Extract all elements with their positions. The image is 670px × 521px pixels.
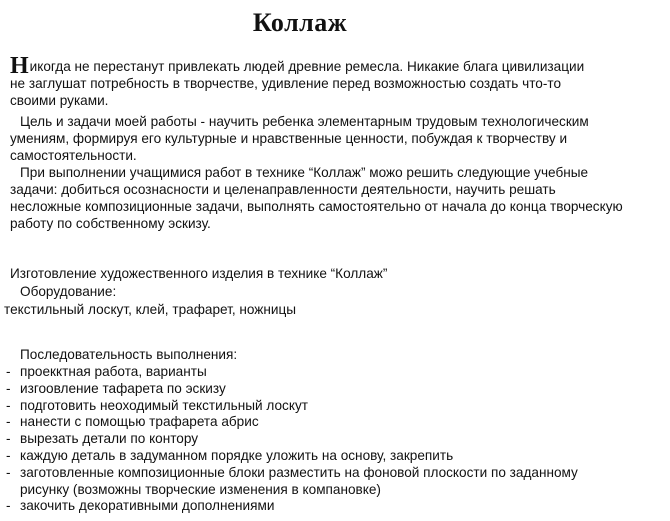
goals-line-1: Цель и задачи моей работы - научить ребенка элементарным трудовым технологическим [20,114,589,129]
list-item: - каждую деталь в задуманном порядке уложить на основу, закрепить [6,447,454,463]
intro-paragraph [10,53,662,109]
list-item: - вырезать детали по контору [6,431,199,447]
drop-cap: Н [10,53,29,79]
tasks-line-4: работу по собственному эскизу. [10,216,211,231]
list-item: - закочить декоративными дополнениями [6,498,275,514]
goals-paragraph [10,113,662,164]
page-title: Коллаж [252,8,348,37]
steps-list [6,364,666,515]
list-item: - изгоовление тафарета по эскизу [6,380,226,396]
equipment-list: текстильный лоскут, клей, трафарет, ножницы [4,302,297,317]
making-section [4,265,662,319]
goals-line-2: умениям, формируя его культурные и нравственные ценности, побуждая к творчеству и [10,131,568,146]
tasks-line-1: При выполнении учащимися работ в технике “Коллаж” можо решить следующие учебные [20,165,589,180]
list-item: - проекктная работа, варианты [6,364,207,379]
intro-line-2: не заглушат потребность в творчестве, удивление перед возможностью создать что-то [10,76,562,91]
list-item-continuation: рисунку (возможны творческие изменения в компановке) [20,481,381,497]
sequence-heading: Последовательность выполнения: [20,347,238,362]
list-item: - заготовленные композиционные блоки разместить на фоновой плоскости по заданному [6,464,578,480]
list-item: - подготовить неоходимый текстильный лоскут [6,397,308,413]
intro-line-3: своими руками. [10,93,109,108]
tasks-paragraph [10,164,662,232]
intro-line-1: Никогда не перестанут привлекать людей древние ремесла. Никакие блага цивилизации [10,53,585,79]
list-item: - нанести с помощью трафарета абрис [6,414,259,430]
tasks-line-2: задачи: добиться осознасности и целенаправленности деятельности, научить решать [10,182,556,197]
equipment-label: Оборудование: [20,284,117,299]
making-heading: Изготовление художественного изделия в технике “Коллаж” [10,266,388,281]
goals-line-3: самостоятельности. [10,148,137,163]
tasks-line-3: несложные композиционные задачи, выполнять самостоятельно от начала до конца творческую [10,199,623,214]
